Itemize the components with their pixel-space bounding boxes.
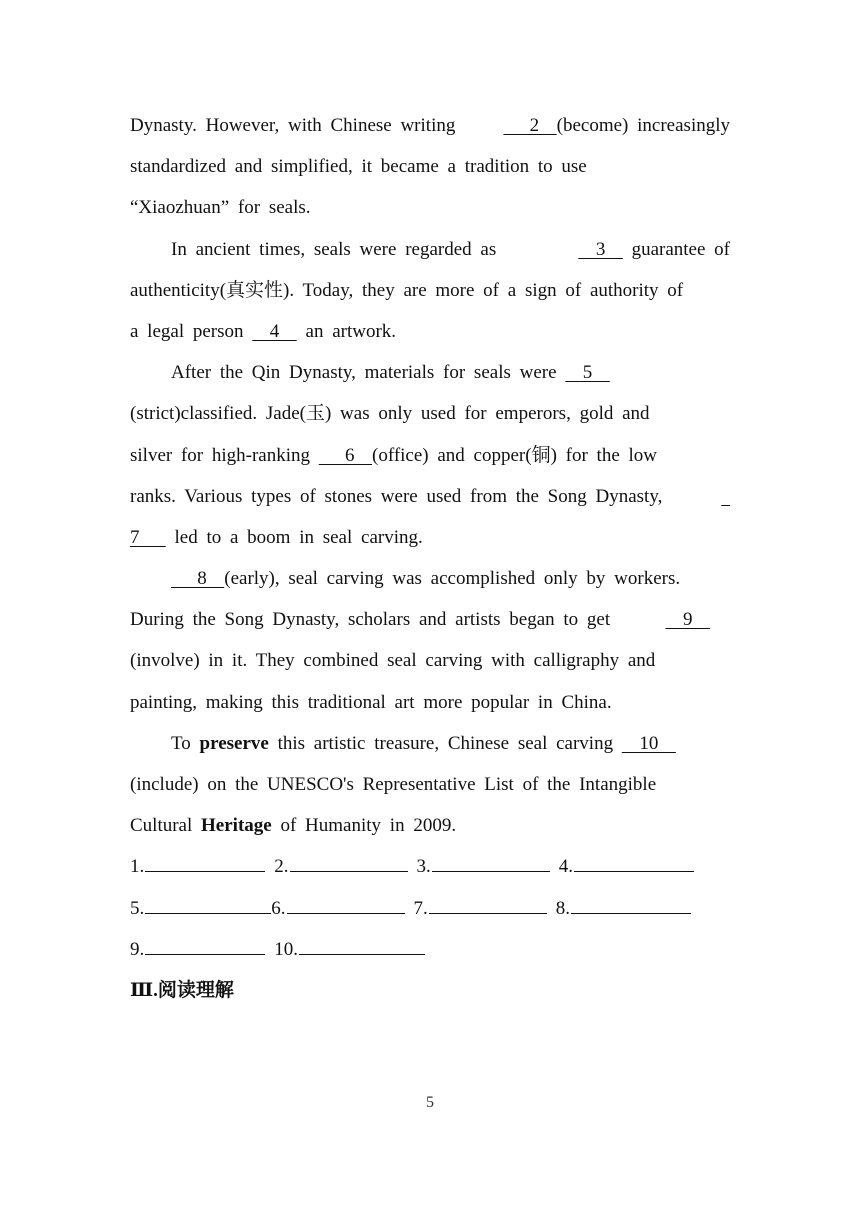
answer-line[interactable]: [145, 847, 265, 872]
passage-text: this artistic treasure, Chinese seal carving: [268, 732, 622, 754]
answer-label: 6.: [271, 897, 286, 919]
blank-10: 10: [621, 732, 676, 754]
answer-slot-3[interactable]: [417, 846, 550, 887]
passage-line: [130, 229, 730, 270]
passage-line: [130, 558, 730, 599]
passage-line: [130, 805, 730, 846]
passage: [130, 105, 730, 1011]
passage-text: (office) and copper(铜) for the low: [372, 444, 658, 466]
answer-label: 5.: [130, 897, 145, 919]
passage-line: [130, 640, 696, 681]
passage-text: standardized and simplified, it became a tradition to use: [130, 156, 587, 178]
passage-line: [130, 393, 690, 434]
answer-label: 7.: [413, 897, 428, 919]
answer-slot-7[interactable]: [414, 888, 547, 929]
answer-line[interactable]: [574, 847, 694, 872]
answer-label: 2.: [274, 856, 289, 878]
bold-word-preserve: preserve: [199, 732, 269, 754]
blank-2: 2: [503, 115, 557, 136]
passage-text: an artwork.: [296, 320, 397, 342]
passage-line: [130, 311, 730, 352]
passage-line: [130, 105, 730, 146]
passage-text: To: [171, 732, 200, 754]
answer-row: [130, 929, 730, 970]
passage-line: [130, 476, 730, 517]
answer-slot-4[interactable]: [559, 846, 694, 887]
answer-line[interactable]: [432, 847, 550, 872]
answer-label: 3.: [416, 856, 431, 878]
blank-9: 9: [665, 609, 710, 631]
passage-line: [130, 682, 730, 723]
passage-line: [130, 270, 730, 311]
passage-text: of Humanity in 2009.: [271, 815, 457, 837]
blank-5: 5: [565, 362, 610, 384]
answer-row: [130, 846, 730, 887]
passage-text: painting, making this traditional art more popular in China.: [130, 691, 612, 713]
passage-text: Dynasty. However, with Chinese writing: [130, 115, 456, 136]
blank-4: 4: [252, 320, 297, 342]
passage-text: led to a boom in seal carving.: [165, 526, 423, 548]
answer-row: [130, 888, 730, 929]
passage-text: Cultural: [130, 815, 202, 837]
passage-text: guarantee of: [622, 238, 730, 260]
answer-line[interactable]: [145, 930, 265, 955]
passage-text: silver for high-ranking: [130, 444, 319, 466]
bold-word-heritage: Heritage: [201, 815, 272, 837]
blank-7-start: [721, 476, 730, 517]
answer-line[interactable]: [571, 889, 691, 914]
blank-7: 7: [130, 526, 166, 548]
blank-8: 8: [171, 568, 225, 590]
passage-text: In ancient times, seals were regarded as: [171, 238, 497, 260]
blank-6: 6: [318, 444, 373, 466]
passage-line: [130, 764, 696, 805]
answer-slot-9[interactable]: [130, 929, 265, 970]
passage-text: a legal person: [130, 320, 253, 342]
answer-slot-6[interactable]: [271, 888, 404, 929]
answer-line[interactable]: [429, 889, 547, 914]
answer-label: 1.: [130, 856, 145, 878]
blank-3: 3: [578, 238, 623, 260]
section-heading: Ⅲ.阅读理解: [130, 979, 234, 1001]
page-number: 5: [426, 1094, 434, 1111]
answer-slot-10[interactable]: [274, 929, 425, 970]
answer-label: 9.: [130, 938, 145, 960]
passage-text: (include) on the UNESCO's Representative List of the Intangible: [130, 774, 657, 795]
answer-line[interactable]: [287, 889, 405, 914]
answer-slot-2[interactable]: [274, 846, 407, 887]
passage-line: [130, 517, 730, 558]
passage-text: authenticity(真实性). Today, they are more of a sign of authority of: [130, 279, 684, 301]
passage-text: (involve) in it. They combined seal carving with calligraphy and: [130, 650, 656, 672]
answer-slot-8[interactable]: [556, 888, 691, 929]
passage-line: [130, 599, 710, 640]
answer-label: 8.: [555, 897, 570, 919]
answer-label: 10.: [274, 938, 298, 960]
answer-line[interactable]: [299, 930, 425, 955]
passage-line: [130, 435, 730, 476]
passage-line: [130, 146, 730, 187]
answer-slot-1[interactable]: [130, 846, 265, 887]
passage-text: After the Qin Dynasty, materials for seals were: [171, 362, 566, 384]
passage-line: [130, 187, 730, 228]
passage-text: (strict)classified. Jade(玉) was only used for emperors, gold and: [130, 403, 650, 425]
answer-line[interactable]: [290, 847, 408, 872]
passage-text: ranks. Various types of stones were used from the Song Dynasty,: [130, 485, 663, 507]
answer-label: 4.: [558, 856, 573, 878]
passage-line: [130, 723, 730, 764]
passage-line: [130, 352, 730, 393]
answer-slot-5[interactable]: [130, 888, 271, 929]
answer-line[interactable]: [145, 889, 271, 914]
passage-text: (become) increasingly: [556, 115, 730, 136]
passage-text: (early), seal carving was accomplished only by workers.: [224, 568, 681, 590]
passage-text: “Xiaozhuan” for seals.: [130, 197, 311, 219]
passage-text: During the Song Dynasty, scholars and artists began to get: [130, 609, 611, 631]
